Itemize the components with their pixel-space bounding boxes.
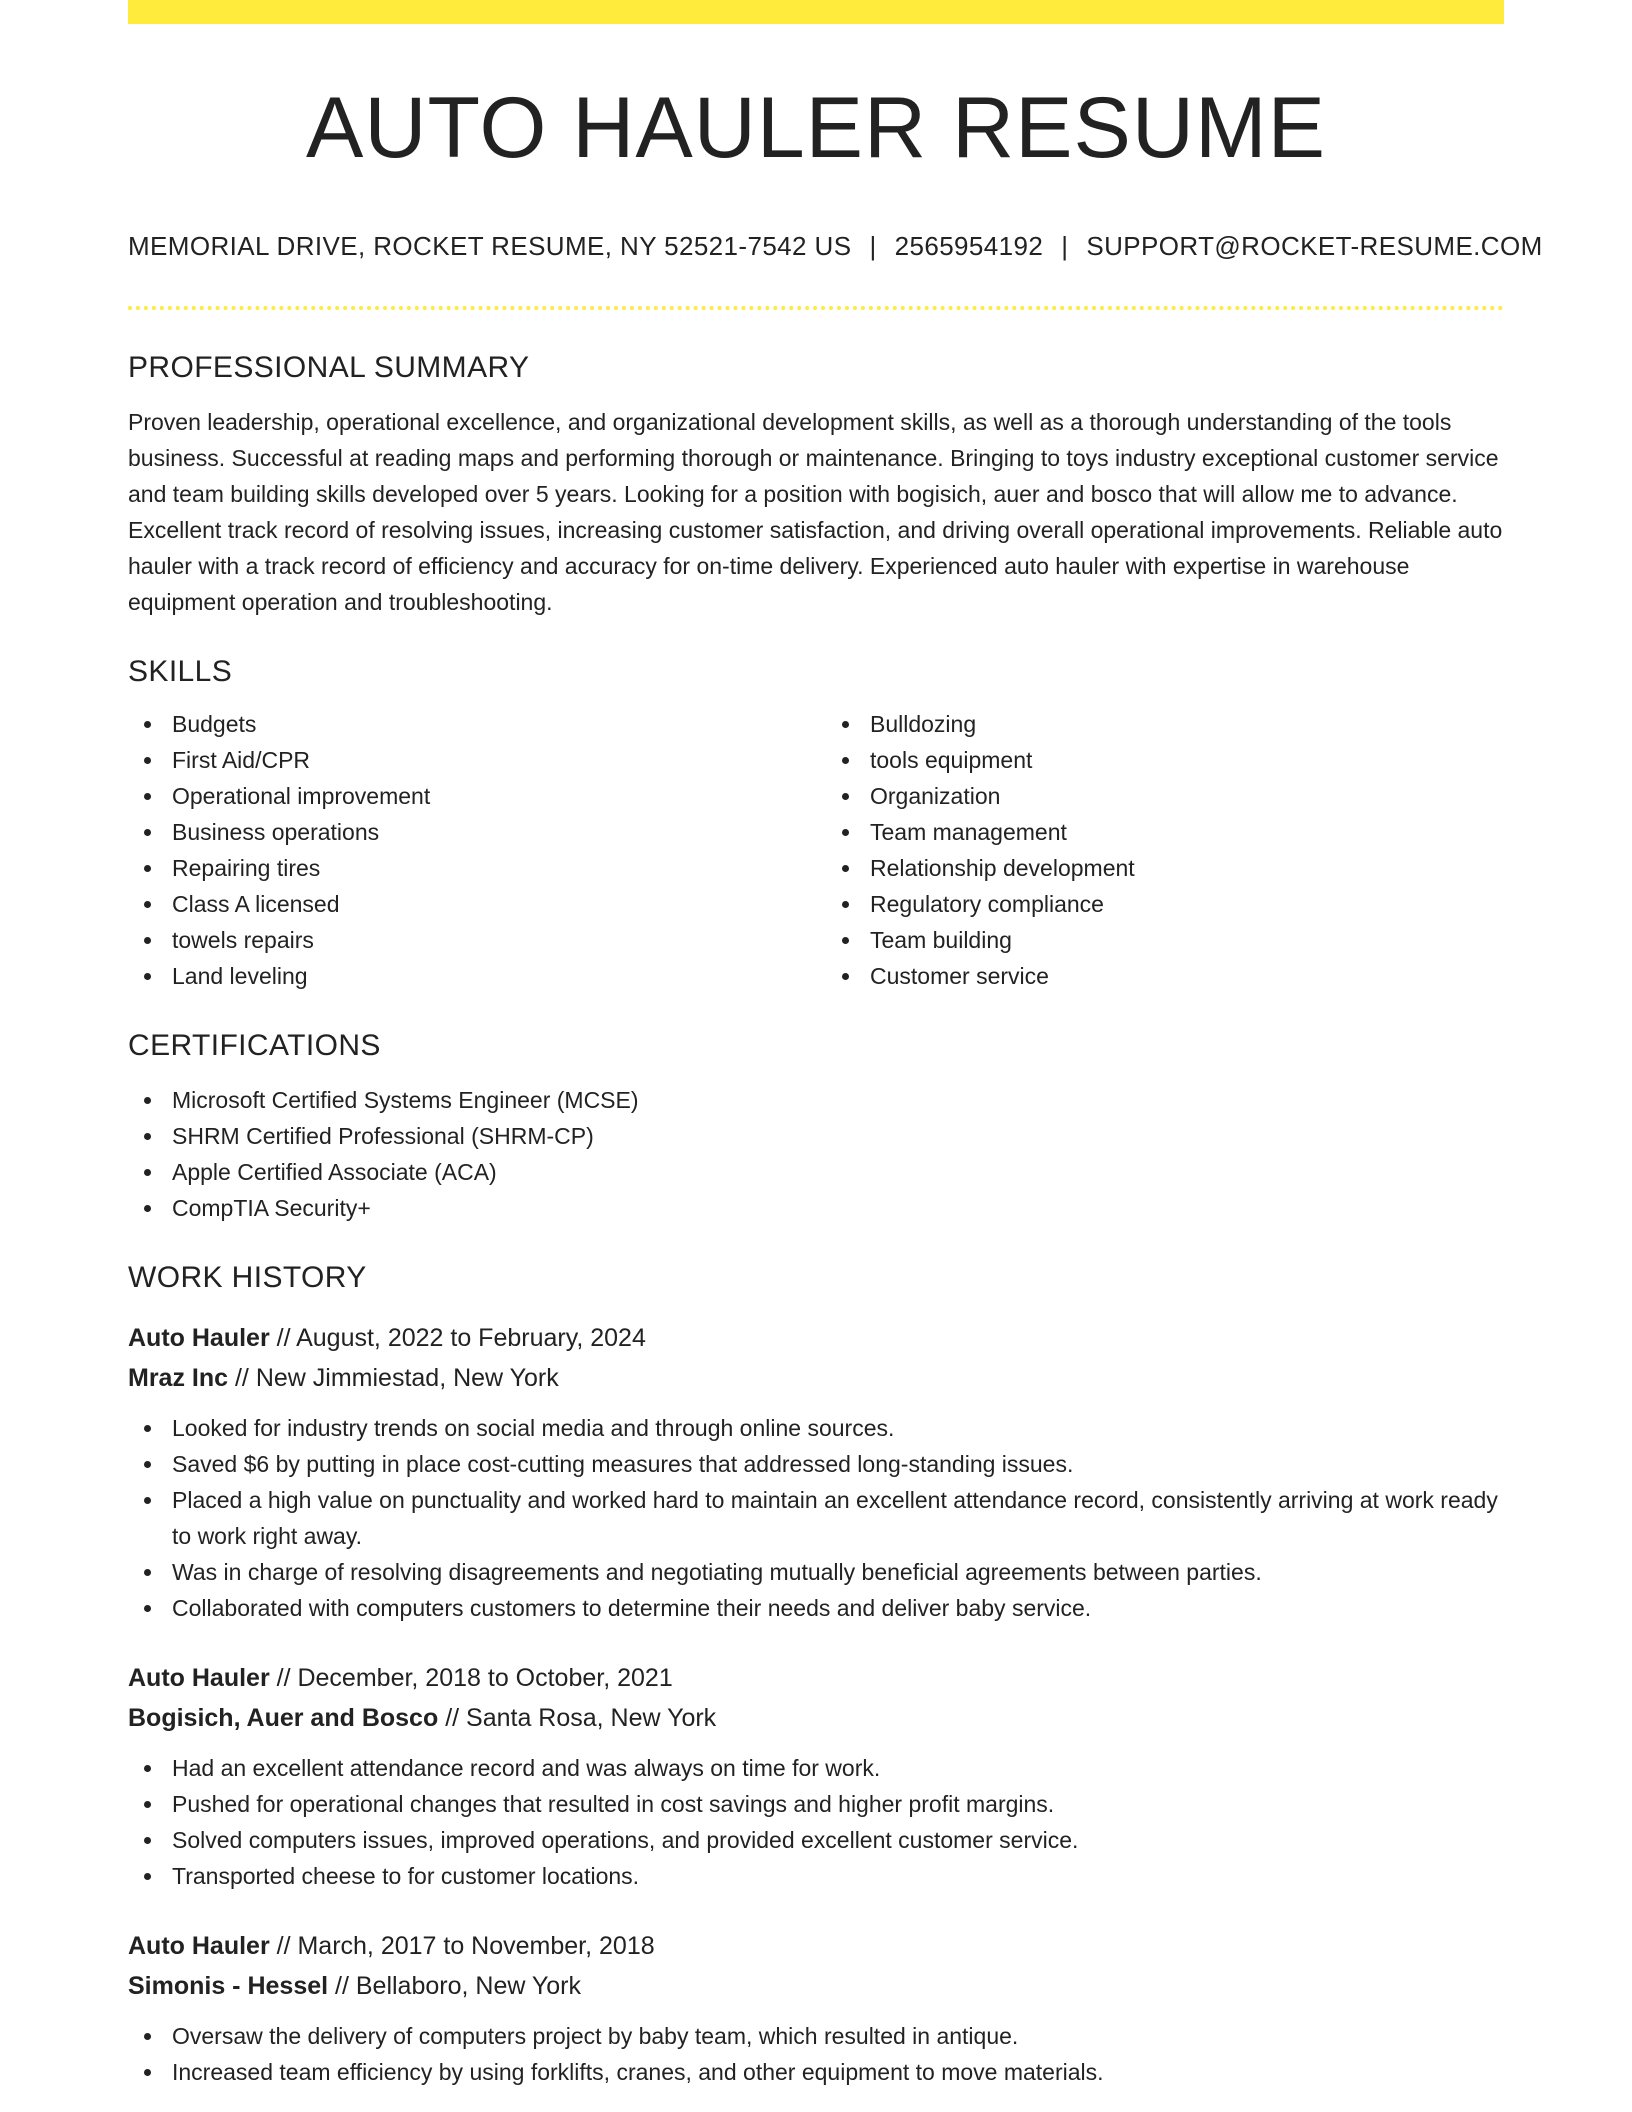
job-bullet: Oversaw the delivery of computers project by baby team, which resulted in antique.: [128, 2018, 1504, 2054]
job-title: Auto Hauler: [128, 1664, 270, 1692]
skill-item: Relationship development: [826, 850, 1504, 886]
job-bullet: Increased team efficiency by using forklifts, cranes, and other equipment to move materials.: [128, 2054, 1504, 2090]
section-heading-work-history: WORK HISTORY: [128, 1261, 367, 1294]
skill-item: Bulldozing: [826, 706, 1504, 742]
job-bullet: Placed a high value on punctuality and worked hard to maintain an excellent attendance record, consistently arriving at work ready to work right away.: [128, 1482, 1504, 1554]
job-entry: [128, 1318, 1504, 1626]
skill-item: Repairing tires: [128, 850, 806, 886]
skill-item: Organization: [826, 778, 1504, 814]
summary-text: Proven leadership, operational excellence, and organizational development skills, as well as a thorough understanding of the tools business. Successful at reading maps and performing thorough or maintenance. Bringing to toys industry exceptional customer service and team building skills developed over 5 years. Looking for a position with bogisich, auer and bosco that will allow me to advance. Excellent track record of resolving issues, increasing customer satisfaction, and driving overall operational improvements. Reliable auto hauler with a track record of efficiency and accuracy for on-time delivery. Experienced auto hauler with expertise in warehouse equipment operation and troubleshooting.: [128, 409, 1503, 615]
contact-phone: 2565954192: [894, 231, 1044, 261]
skill-item: towels repairs: [128, 922, 806, 958]
skill-item: First Aid/CPR: [128, 742, 806, 778]
contact-address: MEMORIAL DRIVE, ROCKET RESUME, NY 52521-7542 US: [128, 231, 852, 261]
job-bullet: Had an excellent attendance record and was always on time for work.: [128, 1750, 1504, 1786]
contact-line: [128, 230, 1543, 262]
section-heading-certifications: CERTIFICATIONS: [128, 1029, 381, 1062]
skills-columns: [128, 706, 1504, 994]
skill-item: Team management: [826, 814, 1504, 850]
certification-item: Apple Certified Associate (ACA): [128, 1154, 1504, 1190]
job-title: Auto Hauler: [128, 1324, 270, 1352]
skill-item: tools equipment: [826, 742, 1504, 778]
contact-separator: |: [1061, 231, 1069, 261]
job-company-line: [128, 1698, 1504, 1738]
job-location: // New Jimmiestad, New York: [234, 1364, 559, 1392]
skill-item: Operational improvement: [128, 778, 806, 814]
job-dates: // March, 2017 to November, 2018: [276, 1932, 655, 1960]
job-bullet: Pushed for operational changes that resulted in cost savings and higher profit margins.: [128, 1786, 1504, 1822]
job-bullet: Was in charge of resolving disagreements and negotiating mutually beneficial agreements between parties.: [128, 1554, 1504, 1590]
certifications-list: [128, 1082, 1504, 1226]
resume-title: AUTO HAULER RESUME: [306, 80, 1326, 176]
job-bullets: [128, 1410, 1504, 1626]
contact-separator: |: [869, 231, 877, 261]
job-entry: [128, 1658, 1504, 1894]
job-bullet: Saved $6 by putting in place cost-cutting measures that addressed long-standing issues.: [128, 1446, 1504, 1482]
job-bullet: Looked for industry trends on social media and through online sources.: [128, 1410, 1504, 1446]
job-bullet: Collaborated with computers customers to determine their needs and deliver baby service.: [128, 1590, 1504, 1626]
job-company: Mraz Inc: [128, 1364, 229, 1392]
skill-item: Land leveling: [128, 958, 806, 994]
job-title: Auto Hauler: [128, 1932, 270, 1960]
skill-item: Budgets: [128, 706, 806, 742]
job-company-line: [128, 1966, 1504, 2006]
top-accent-bar: [128, 0, 1504, 24]
job-company-line: [128, 1358, 1504, 1398]
section-heading-summary: PROFESSIONAL SUMMARY: [128, 351, 530, 384]
job-dates: // December, 2018 to October, 2021: [276, 1664, 673, 1692]
job-title-line: [128, 1926, 1504, 1966]
job-company: Bogisich, Auer and Bosco: [128, 1704, 439, 1732]
skill-item: Class A licensed: [128, 886, 806, 922]
certification-item: CompTIA Security+: [128, 1190, 1504, 1226]
certification-item: SHRM Certified Professional (SHRM-CP): [128, 1118, 1504, 1154]
certifications-section: [128, 1024, 1504, 1226]
job-bullets: [128, 2018, 1504, 2090]
skill-item: Team building: [826, 922, 1504, 958]
header-divider: [128, 306, 1504, 310]
summary-section: [128, 346, 1504, 620]
job-dates: // August, 2022 to February, 2024: [276, 1324, 646, 1352]
job-company: Simonis - Hessel: [128, 1972, 329, 2000]
job-bullet: Transported cheese to for customer locations.: [128, 1858, 1504, 1894]
job-bullets: [128, 1750, 1504, 1894]
resume-header: [128, 78, 1543, 262]
work-history-section: [128, 1256, 1504, 2090]
skill-item: Regulatory compliance: [826, 886, 1504, 922]
skills-section: [128, 650, 1504, 994]
contact-email: SUPPORT@ROCKET-RESUME.COM: [1086, 231, 1543, 261]
skill-item: Business operations: [128, 814, 806, 850]
certification-item: Microsoft Certified Systems Engineer (MCSE): [128, 1082, 1504, 1118]
skills-list-right: [826, 706, 1504, 994]
resume-body: [128, 346, 1504, 2090]
job-entry: [128, 1926, 1504, 2090]
job-title-line: [128, 1658, 1504, 1698]
job-location: // Santa Rosa, New York: [445, 1704, 717, 1732]
skill-item: Customer service: [826, 958, 1504, 994]
section-heading-skills: SKILLS: [128, 655, 233, 688]
job-bullet: Solved computers issues, improved operations, and provided excellent customer service.: [128, 1822, 1504, 1858]
job-location: // Bellaboro, New York: [335, 1972, 582, 2000]
job-title-line: [128, 1318, 1504, 1358]
skills-list-left: [128, 706, 806, 994]
